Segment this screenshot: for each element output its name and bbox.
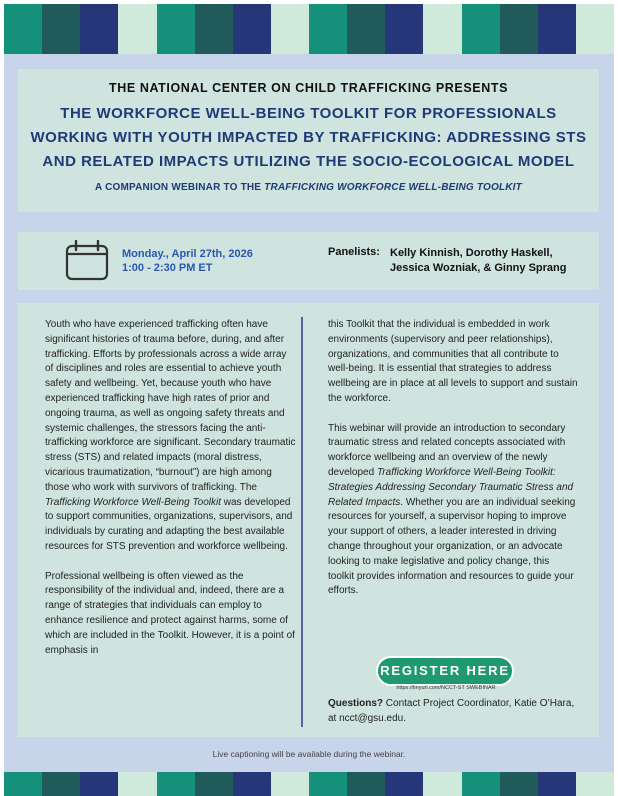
event-time: 1:00 - 2:30 PM ET (122, 262, 213, 274)
stripe-block (423, 772, 461, 796)
stripe-block (4, 4, 42, 54)
stripe-block (271, 772, 309, 796)
questions-text: Contact Project Coordinator, Katie O’Hara, at ncct@gsu.edu. (328, 698, 575, 724)
stripe-block (118, 772, 156, 796)
event-details-panel (18, 232, 599, 290)
right-column (328, 318, 578, 614)
stripe-block (233, 4, 271, 54)
companion-toolkit-name: TRAFFICKING WORKFORCE WELL-BEING TOOLKIT (264, 182, 522, 193)
stripe-block (576, 772, 614, 796)
stripe-block (195, 772, 233, 796)
right-paragraph-2 (328, 422, 578, 600)
right-paragraph-1: this Toolkit that the individual is embedded in work environments (supervisory and peer relationships), organizations, and communities that all contribute to well-being. It is essential that strategies to address wellbeing are in place at all levels to support and sustain the workforce. (328, 319, 578, 404)
webinar-title: THE WORKFORCE WELL-BEING TOOLKIT FOR PROFESSIONALS WORKING WITH YOUTH IMPACTED BY TRAFFICKING: ADDRESSING STS AND RELATED IMPACTS UTILIZING THE SOCIO-ECOLOGICAL MODEL (30, 105, 587, 170)
stripe-block (309, 4, 347, 54)
questions-contact (328, 697, 583, 727)
left-p1-text-a: Youth who have experienced trafficking often have significant histories of trauma before, during, and after trafficking. Efforts by professionals across a wide array of disciplines and roles are essential to achieve youth safety and wellbeing. Yet, because youth who have experienced trafficking have high rates of prior and ongoing trauma, as well as ongoing safety threats and systemic challenges, the stressors facing the anti-trafficking workforce are significant. Secondary traumatic stress (STS) and related impacts (moral distress, vicarious traumatization, “burnout”) are high among those who work with survivors of trafficking. The (45, 319, 296, 493)
stripe-block (385, 4, 423, 54)
questions-label: Questions? (328, 698, 384, 709)
column-divider (301, 317, 303, 727)
date-time-block (122, 247, 253, 275)
event-date: Monday., April 27th, 2026 (122, 248, 253, 260)
bottom-stripe-band (4, 772, 614, 796)
right-p2-text-b: . Whether you are an individual seeking resources for yourself, a supervisor hoping to improve your support of others, a leader interested in driving change throughout your organization, or an advocate looking to make legislative and policy change, this toolkit provides information and resources to guide your efforts. (328, 496, 576, 597)
stripe-block (500, 4, 538, 54)
stripe-block (80, 4, 118, 54)
companion-line (18, 182, 599, 193)
left-column (45, 318, 297, 673)
panelists-line-2: Jessica Wozniak, & Ginny Sprang (390, 262, 567, 274)
panelists-label: Panelists: (328, 246, 380, 258)
captioning-note: Live captioning will be available during the webinar. (212, 749, 406, 759)
stripe-block (80, 772, 118, 796)
stripe-block (157, 4, 195, 54)
left-paragraph-1 (45, 318, 297, 555)
description-panel (18, 303, 599, 737)
stripe-block (538, 772, 576, 796)
stripe-block (233, 772, 271, 796)
left-p1-toolkit-name: Trafficking Workforce Well-Being Toolkit (45, 496, 221, 508)
stripe-block (462, 4, 500, 54)
stripe-block (118, 4, 156, 54)
stripe-block (4, 772, 42, 796)
stripe-block (157, 772, 195, 796)
companion-prefix: A COMPANION WEBINAR TO THE (95, 182, 265, 193)
register-button[interactable]: REGISTER HERE (376, 656, 514, 686)
stripe-block (462, 772, 500, 796)
panelists-line-1: Kelly Kinnish, Dorothy Haskell, (390, 247, 553, 259)
right-p2-toolkit-name: Trafficking Workforce Well-Being Toolkit: Strategies Addressing Secondary Traumatic Stress and Related Impacts (328, 466, 574, 508)
stripe-block (423, 4, 461, 54)
stripe-block (271, 4, 309, 54)
stripe-block (538, 4, 576, 54)
stripe-block (500, 772, 538, 796)
left-p1-text-b: was developed to support communities, organizations, supervisors, and individuals by curating and adapting the best available resources for STS prevention and workforce wellbeing. (45, 496, 293, 552)
panelists-names (390, 246, 595, 276)
stripe-block (347, 772, 385, 796)
register-url-link[interactable]: https://tinyurl.com/NCCT-ST SWEBINAR (396, 685, 496, 691)
stripe-block (309, 772, 347, 796)
stripe-block (576, 4, 614, 54)
left-paragraph-2: Professional wellbeing is often viewed as the responsibility of the individual and, indeed, there are a range of strategies that individuals can employ to enhance resilience and protect against harms, some of which are included in the Toolkit. However, it is a point of emphasis in (45, 570, 295, 656)
presenter-line: THE NATIONAL CENTER ON CHILD TRAFFICKING PRESENTS (108, 81, 509, 95)
top-stripe-band (4, 4, 614, 54)
right-p2-text-a: This webinar will provide an introduction to secondary traumatic stress and related concepts associated with workforce wellbeing and an overview of the newly developed (328, 422, 566, 478)
stripe-block (42, 4, 80, 54)
header-panel (18, 69, 599, 212)
calendar-icon (65, 240, 109, 282)
stripe-block (42, 772, 80, 796)
stripe-block (195, 4, 233, 54)
stripe-block (385, 772, 423, 796)
stripe-block (347, 4, 385, 54)
